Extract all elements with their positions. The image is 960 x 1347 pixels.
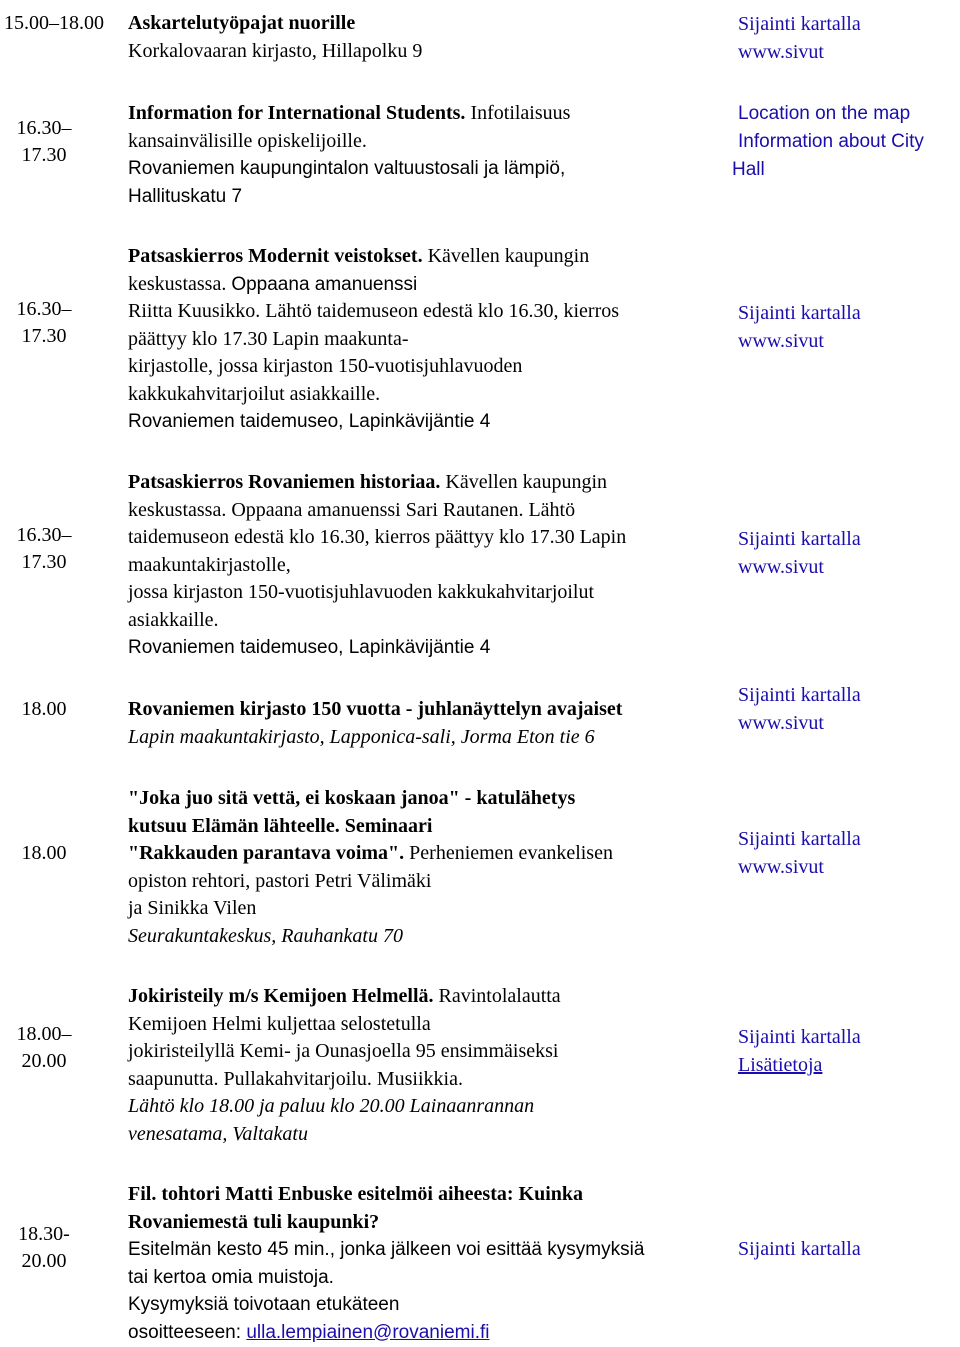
event-title: "Joka juo sitä vettä, ei koskaan janoa" - katulähetys <box>128 787 576 809</box>
event-time: 15.00–18.00 <box>4 12 104 34</box>
event-links <box>732 100 960 184</box>
event-content <box>128 696 738 751</box>
event-content: "Joka juo sitä vettä, ei koskaan janoa" - katulähetys kutsuu Elämän lähteelle. Seminaari "Rakkauden parantava voima". Perheniemen evankelisen opiston rehtori, pastori Petri Välimäki ja Sinikka Vilen Seurakuntakeskus, Rauhankatu 70 <box>128 787 613 947</box>
map-link[interactable]: Sijainti kartalla <box>738 1238 861 1260</box>
event-title: Fil. tohtori Matti Enbuske esitelmöi aiheesta: Kuinka <box>128 1183 583 1205</box>
event-links <box>738 1235 960 1263</box>
website-link[interactable]: www.sivut <box>738 41 824 63</box>
event-time: 16.30– 17.30 <box>16 298 72 347</box>
event-title: Patsaskierros Rovaniemen historiaa. <box>128 471 441 493</box>
event-time: 18.00– 20.00 <box>16 1023 72 1072</box>
map-link[interactable]: Sijainti kartalla <box>738 302 861 324</box>
event-time: 18.00 <box>21 842 67 864</box>
event-time: 16.30– 17.30 <box>16 524 72 573</box>
map-link[interactable]: Sijainti kartalla <box>738 684 861 706</box>
map-link[interactable]: Sijainti kartalla <box>738 828 861 850</box>
event-place: Korkalovaaran kirjasto, Hillapolku 9 <box>128 39 423 62</box>
more-info-link[interactable]: Lisätietoja <box>738 1054 823 1076</box>
map-link[interactable]: Sijainti kartalla <box>738 13 861 35</box>
event-title: Rovaniemen kirjasto 150 vuotta - juhlanäyttelyn avajaiset <box>128 698 623 720</box>
event-content <box>128 10 728 65</box>
event-links <box>738 681 960 737</box>
event-title: Jokiristeily m/s Kemijoen Helmellä. <box>128 985 434 1007</box>
city-hall-info-link-cont[interactable]: Hall <box>732 159 765 180</box>
event-links <box>738 10 960 66</box>
website-link[interactable]: www.sivut <box>738 556 824 578</box>
website-link[interactable]: www.sivut <box>738 856 824 878</box>
event-time: 18.30- 20.00 <box>18 1223 70 1272</box>
map-link[interactable]: Sijainti kartalla <box>738 1026 861 1048</box>
event-content: Information for International Students. Infotilaisuus kansainvälisille opiskelijoille. Rovaniemen kaupungintalon valtuustosali ja lämpiö, Hallituskatu 7 <box>128 100 728 210</box>
email-link[interactable]: ulla.lempiainen@rovaniemi.fi <box>246 1321 490 1343</box>
event-place: Lapin maakuntakirjasto, Lapponica-sali, Jorma Eton tie 6 <box>128 725 595 748</box>
city-hall-info-link[interactable]: Information about City <box>738 131 924 152</box>
event-time: 18.00 <box>21 698 67 720</box>
event-place: Rovaniemen kaupungintalon valtuustosali ja lämpiö, <box>128 158 566 179</box>
event-links <box>738 525 960 581</box>
event-links <box>738 1023 960 1079</box>
event-place: Lähtö klo 18.00 ja paluu klo 20.00 Lainaanrannan <box>128 1095 535 1117</box>
event-content: Patsaskierros Rovaniemen historiaa. Kävellen kaupungin keskustassa. Oppaana amanuenssi Sari Rautanen. Lähtö taidemuseon edestä klo 16.30, kierros päättyy klo 17.30 Lapin maakuntakirjastolle, jossa kirjaston 150-vuotisjuhlavuoden kakkukahvitarjoilut asiakkaille. Rovaniemen taidemuseo, Lapinkävijäntie 4 <box>128 469 728 662</box>
map-link[interactable]: Sijainti kartalla <box>738 528 861 550</box>
website-link[interactable]: www.sivut <box>738 330 824 352</box>
event-content: Jokiristeily m/s Kemijoen Helmellä. Ravintolalautta Kemijoen Helmi kuljettaa selostetulla jokiristeilyllä Kemi- ja Ounasjoella 95 ensimmäiseksi saapunutta. Pullakahvitarjoilu. Musiikkia. Lähtö klo 18.00 ja paluu klo 20.00 Lainaanrannan venesatama, Valtakatu <box>128 985 561 1145</box>
event-content: Fil. tohtori Matti Enbuske esitelmöi aiheesta: Kuinka Rovaniemestä tuli kaupunki? Esitelmän kesto 45 min., jonka jälkeen voi esittää kysymyksiä tai kertoa omia muistoja. Kysymyksiä toivotaan etukäteen osoitteeseen: ulla.lempiainen@rovaniemi.fi <box>128 1183 645 1343</box>
event-place: Rovaniemen taidemuseo, Lapinkävijäntie 4 <box>128 411 491 432</box>
event-title: Patsaskierros Modernit veistokset. <box>128 245 423 267</box>
event-links <box>738 299 960 355</box>
event-title: Askartelutyöpajat nuorille <box>128 12 356 34</box>
location-map-link[interactable]: Location on the map <box>738 103 911 124</box>
event-place: Seurakuntakeskus, Rauhankatu 70 <box>128 924 403 947</box>
event-time: 16.30– 17.30 <box>16 117 72 166</box>
event-place: Rovaniemen taidemuseo, Lapinkävijäntie 4 <box>128 637 491 658</box>
event-links <box>738 825 960 881</box>
event-content: Patsaskierros Modernit veistokset. Kävellen kaupungin keskustassa. Oppaana amanuenssi Riitta Kuusikko. Lähtö taidemuseon edestä klo 16.30, kierros päättyy klo 17.30 Lapin maakunta- kirjastolle, jossa kirjaston 150-vuotisjuhlavuoden kakkukahvitarjoilut asiakkaille. Rovaniemen taidemuseo, Lapinkävijäntie 4 <box>128 243 728 436</box>
website-link[interactable]: www.sivut <box>738 712 824 734</box>
event-title: Information for International Students. <box>128 102 466 124</box>
